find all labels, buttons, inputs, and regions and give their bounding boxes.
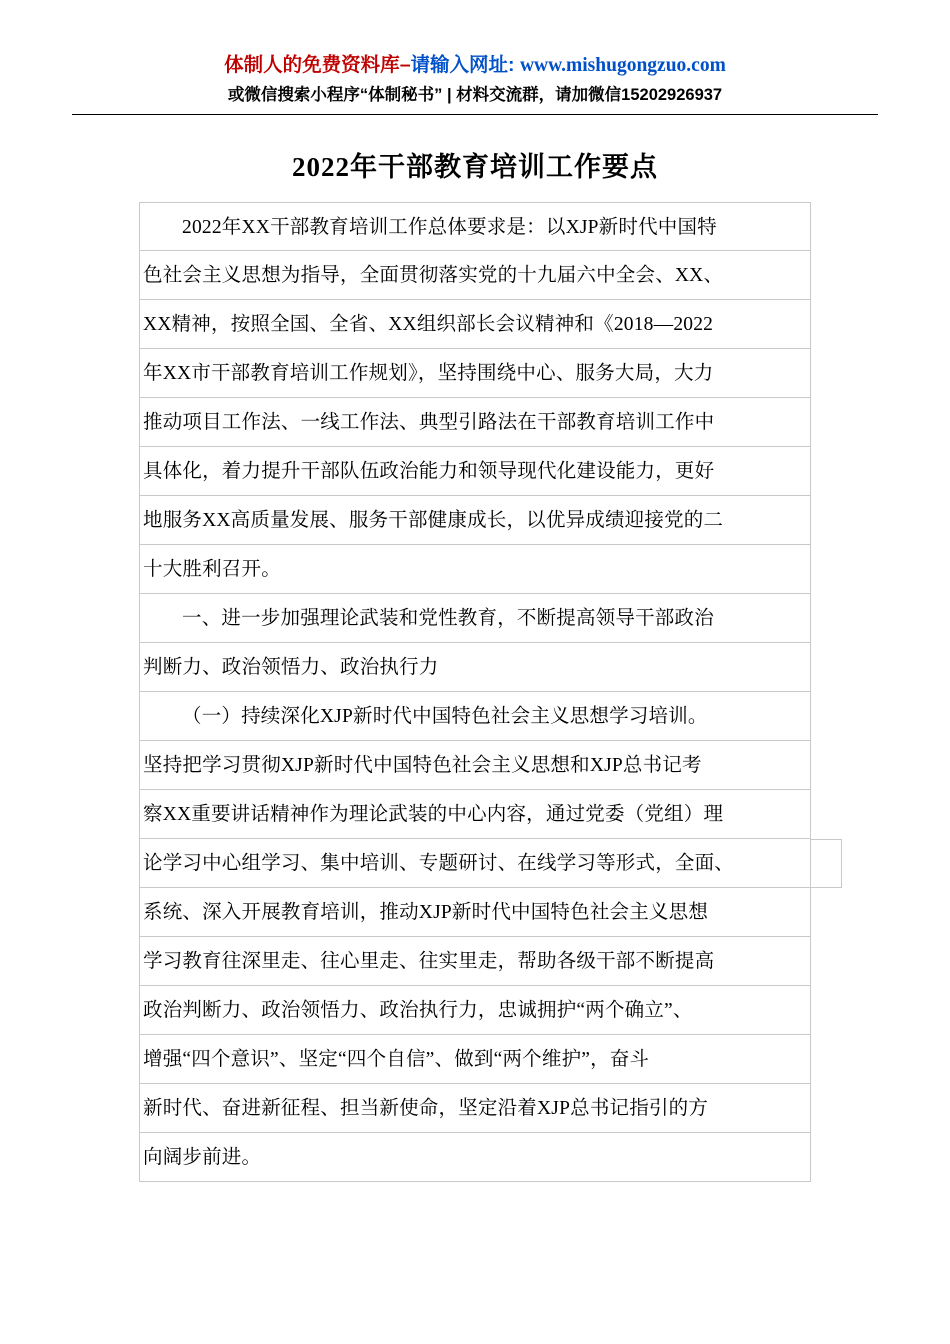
body-line: 增强“四个意识”、坚定“四个自信”、做到“两个维护”，奋斗	[139, 1035, 811, 1084]
document-body	[139, 202, 811, 1182]
promo-banner	[0, 0, 950, 115]
body-line: （一）持续深化XJP新时代中国特色社会主义思想学习培训。	[139, 692, 811, 741]
body-line: 2022年XX干部教育培训工作总体要求是：以XJP新时代中国特	[139, 202, 811, 251]
body-line: 具体化，着力提升干部队伍政治能力和领导现代化建设能力，更好	[139, 447, 811, 496]
page-title: 2022年干部教育培训工作要点	[292, 152, 658, 183]
banner-dash: –	[399, 54, 411, 76]
banner-url-label: 请输入网址:	[410, 54, 515, 76]
body-line: 一、进一步加强理论武装和党性教育，不断提高领导干部政治	[139, 594, 811, 643]
body-line: XX精神，按照全国、全省、XX组织部长会议精神和《2018—2022	[139, 300, 811, 349]
banner-line-2: 或微信搜索小程序“体制秘书” | 材料交流群，请加微信15202926937	[227, 86, 723, 105]
body-line: 政治判断力、政治领悟力、政治执行力，忠诚拥护“两个确立”、	[139, 986, 811, 1035]
body-line: 新时代、奋进新征程、担当新使命，坚定沿着XJP总书记指引的方	[139, 1084, 811, 1133]
body-line: 坚持把学习贯彻XJP新时代中国特色社会主义思想和XJP总书记考	[139, 741, 811, 790]
body-line: 推动项目工作法、一线工作法、典型引路法在干部教育培训工作中	[139, 398, 811, 447]
body-line: 十大胜利召开。	[139, 545, 811, 594]
banner-divider	[72, 114, 878, 115]
body-line-text: 论学习中心组学习、集中培训、专题研讨、在线学习等形式，全面、	[143, 853, 735, 875]
body-line: 色社会主义思想为指导，全面贯彻落实党的十九届六中全会、XX、	[139, 251, 811, 300]
body-line: 向阔步前进。	[139, 1133, 811, 1182]
body-line: 系统、深入开展教育培训，推动XJP新时代中国特色社会主义思想	[139, 888, 811, 937]
banner-line-1	[0, 52, 950, 79]
banner-url[interactable]: www.mishugongzuo.com	[519, 55, 726, 76]
row-notch	[810, 839, 842, 888]
body-line	[139, 839, 811, 888]
body-line: 年XX市干部教育培训工作规划》，坚持围绕中心、服务大局，大力	[139, 349, 811, 398]
body-line: 察XX重要讲话精神作为理论武装的中心内容，通过党委（党组）理	[139, 790, 811, 839]
body-line: 学习教育往深里走、往心里走、往实里走，帮助各级干部不断提高	[139, 937, 811, 986]
body-line: 地服务XX高质量发展、服务干部健康成长，以优异成绩迎接党的二	[139, 496, 811, 545]
body-line: 判断力、政治领悟力、政治执行力	[139, 643, 811, 692]
banner-site-name: 体制人的免费资料库	[224, 54, 400, 76]
